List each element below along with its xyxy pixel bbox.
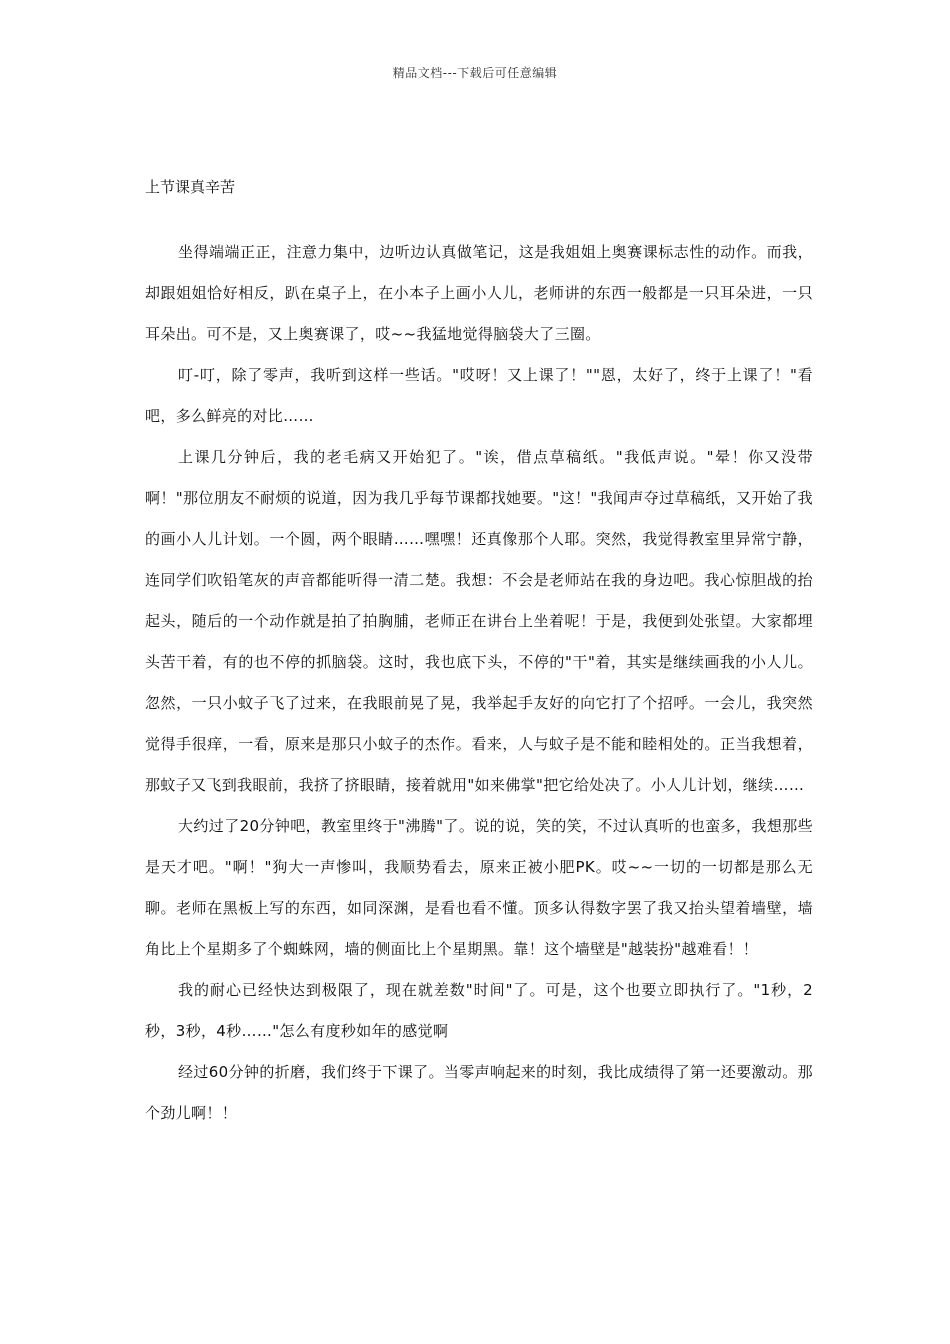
document-body [145,232,813,1134]
paragraph-1: 坐得端端正正，注意力集中，边听边认真做笔记，这是我姐姐上奥赛课标志性的动作。而我，却跟姐姐恰好相反，趴在桌子上，在小本子上画小人儿，老师讲的东西一般都是一只耳朵进，一只耳朵出。可不是，又上奥赛课了，哎~~我猛地觉得脑袋大了三圈。 [145,243,813,343]
paragraph-4: 大约过了20分钟吧，教室里终于"沸腾"了。说的说，笑的笑，不过认真听的也蛮多，我想那些是天才吧。"啊！"狗大一声惨叫，我顺势看去，原来正被小肥PK。哎~~一切的一切都是那么无聊。老师在黑板上写的东西，如同深渊，是看也看不懂。顶多认得数字罢了我又抬头望着墙壁，墙角比上个星期多了个蜘蛛网，墙的侧面比上个星期黑。靠！这个墙壁是"越装扮"越难看！！ [145,817,813,958]
document-title: 上节课真辛苦 [145,178,236,196]
paragraph-2: 叮-叮，除了零声，我听到这样一些话。"哎呀！又上课了！""恩，太好了，终于上课了！"看吧，多么鲜亮的对比…… [145,366,813,425]
paragraph-3: 上课几分钟后，我的老毛病又开始犯了。"诶，借点草稿纸。"我低声说。"晕！你又没带啊！"那位朋友不耐烦的说道，因为我几乎每节课都找她要。"这！"我闻声夺过草稿纸，又开始了我的画小人儿计划。一个圆，两个眼睛……嘿嘿！还真像那个人耶。突然，我觉得教室里异常宁静，连同学们吹铅笔灰的声音都能听得一清二楚。我想：不会是老师站在我的身边吧。我心惊胆战的抬起头，随后的一个动作就是拍了拍胸脯，老师正在讲台上坐着呢！于是，我便到处张望。大家都埋头苦干着，有的也不停的抓脑袋。这时，我也底下头，不停的"干"着，其实是继续画我的小人儿。忽然，一只小蚊子飞了过来，在我眼前晃了晃，我举起手友好的向它打了个招呼。一会儿，我突然觉得手很痒，一看，原来是那只小蚊子的杰作。看来，人与蚊子是不能和睦相处的。正当我想着，那蚊子又飞到我眼前，我挤了挤眼睛，接着就用"如来佛掌"把它给处决了。小人儿计划，继续…… [145,448,813,794]
paragraph-6: 经过60分钟的折磨，我们终于下课了。当零声响起来的时刻，我比成绩得了第一还要激动。那个劲儿啊！！ [145,1063,813,1122]
page-header: 精品文档---下载后可任意编辑 [392,66,558,80]
paragraph-5: 我的耐心已经快达到极限了，现在就差数"时间"了。可是，这个也要立即执行了。"1秒，2秒，3秒，4秒……"怎么有度秒如年的感觉啊 [145,981,813,1040]
